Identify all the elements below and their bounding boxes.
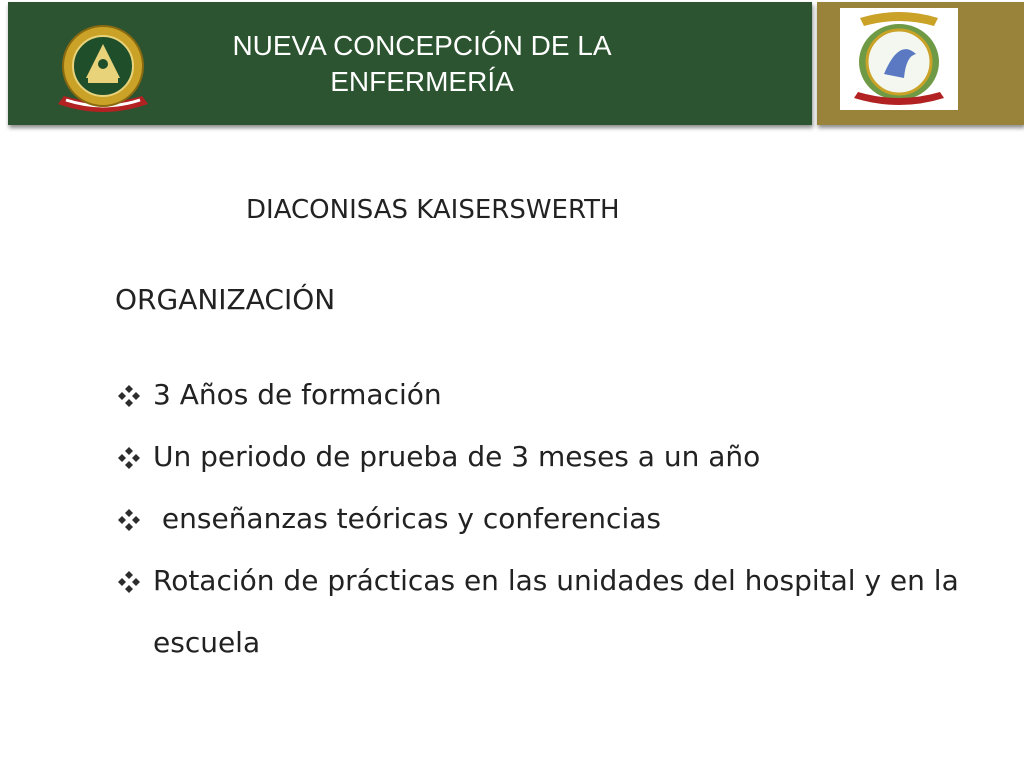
four-diamond-bullet-icon xyxy=(117,570,141,594)
list-item-text: enseñanzas teóricas y conferencias xyxy=(153,502,661,535)
list-item xyxy=(115,364,975,426)
university-seal-icon xyxy=(46,16,160,120)
slide-title: NUEVA CONCEPCIÓN DE LA ENFERMERÍA xyxy=(232,30,612,97)
list-item xyxy=(115,426,975,488)
bullet-list xyxy=(115,364,975,674)
list-item xyxy=(115,550,975,674)
section-heading: ORGANIZACIÓN xyxy=(115,283,336,316)
list-item xyxy=(115,488,975,550)
slide-subtitle: DIACONISAS KAISERSWERTH xyxy=(246,195,620,225)
list-item-text: Un periodo de prueba de 3 meses a un año xyxy=(153,440,761,473)
four-diamond-bullet-icon xyxy=(117,446,141,470)
list-item-text: Rotación de prácticas en las unidades del hospital y en la escuela xyxy=(153,564,959,659)
four-diamond-bullet-icon xyxy=(117,508,141,532)
four-diamond-bullet-icon xyxy=(117,384,141,408)
university-seal-icon xyxy=(840,8,958,110)
list-item-text: 3 Años de formación xyxy=(153,378,442,411)
